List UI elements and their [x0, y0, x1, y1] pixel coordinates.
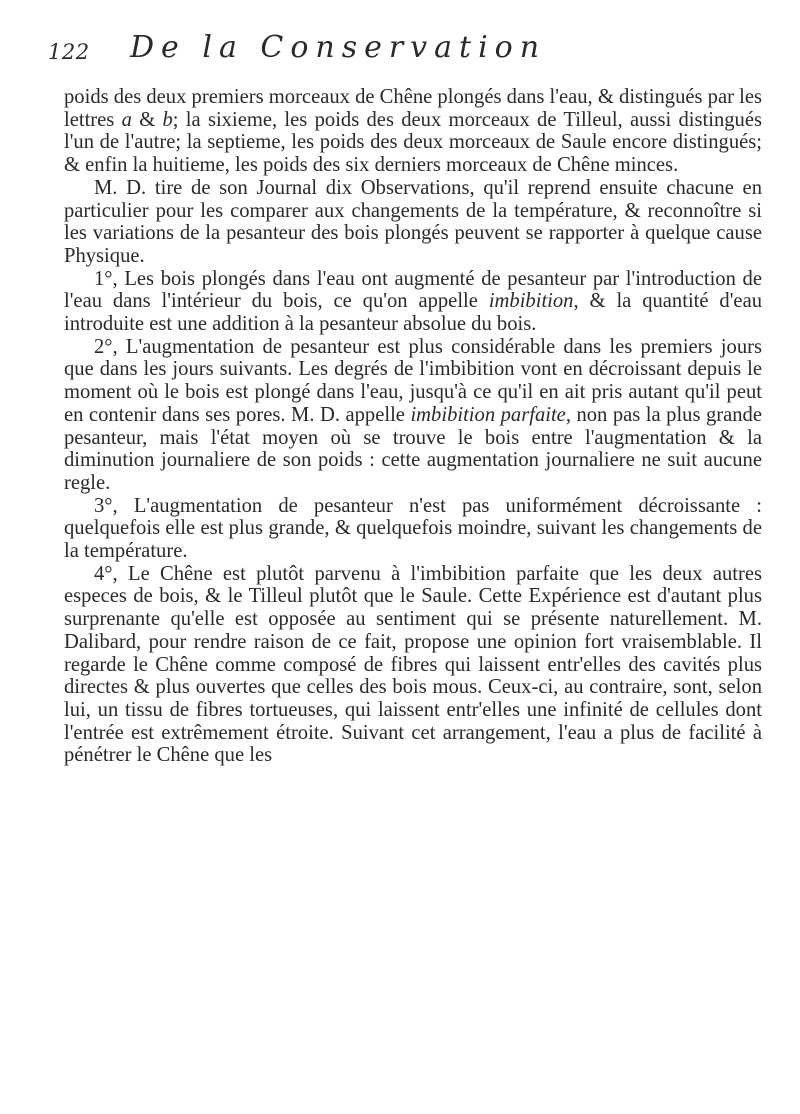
body-text: [64, 86, 762, 767]
paragraph-observation-3: [64, 495, 762, 563]
page-number: 122: [48, 40, 90, 64]
letter-label: b: [162, 108, 173, 131]
paragraph-observation-4: [64, 563, 762, 767]
paragraph-observation-1: [64, 268, 762, 336]
text-segment: ; la sixieme, les poids des deux morceaux de Tilleul, aussi distingués l'un de l'autre; la septieme, les poids des deux morceaux de Saule encore distingués; & enfin la huitieme, les poids des six derniers morceaux de Chêne minces.: [64, 108, 762, 177]
text-segment: 2°, L'augmentation de pesanteur est plus considérable dans les premiers jours que dans les jours suivants. Les degrés de l'imbibition vont en décroissant depuis le moment où le bois est plongé dans l'eau, jusqu'à ce qu'il en ait pris autant qu'il peut en contenir dans ses pores. M. D. appelle: [64, 335, 762, 426]
letter-label: a: [121, 108, 132, 131]
italic-term: imbibition parfaite: [410, 403, 566, 426]
text-segment: , & la quantité d'eau introduite est une addition à la pesanteur absolue du bois.: [64, 290, 763, 336]
text-segment: 3°, L'augmentation de pesanteur n'est pas uniformément décroissante : quelquefois elle est plus grande, & quelquefois moindre, suivant les changements de la température.: [64, 494, 762, 563]
text-segment: M. D. tire de son Journal dix Observations, qu'il reprend ensuite chacune en particulier pour les comparer aux changements de la température, & reconnoître si les variations de la pesanteur des bois plongés peuvent se rapporter à quelque cause Physique.: [64, 176, 762, 267]
page-header: [48, 30, 748, 70]
text-segment: 4°, Le Chêne est plutôt parvenu à l'imbibition parfaite que les deux autres especes de bois, & le Tilleul plutôt que le Saule. Cette Expérience est d'autant plus surprenante qu'elle est opposée au sentiment qui se présente naturellement. M. Dalibard, pour rendre raison de ce fait, propose une opinion fort vraisemblable. Il regarde le Chêne comme composé de fibres qui laissent entr'elles des cavités plus directes & plus ouvertes que celles des bois mous. Ceux-ci, au contraire, sont, selon lui, un tissu de fibres tortueuses, qui laissent entr'elles une infinité de cellules dont l'entrée est extrêmement étroite. Suivant cet arrangement, l'eau a plus de facilité à pénétrer le Chêne que les: [64, 562, 762, 767]
paragraph: [64, 177, 762, 268]
running-head: De la Conservation: [130, 30, 547, 65]
paragraph-observation-2: [64, 336, 762, 495]
text-segment: &: [131, 108, 163, 131]
text-segment: 1°, Les bois plongés dans l'eau ont augmenté de pesanteur par l'introduction de l'eau dans l'intérieur du bois, ce qu'on appelle: [64, 267, 762, 313]
paragraph-continuation: [64, 86, 762, 177]
text-segment: , non pas la plus grande pesanteur, mais l'état moyen où se trouve le bois entre l'augmentation & la diminution journaliere de son poids : cette augmentation journaliere ne suit aucune regle.: [64, 403, 762, 494]
italic-term: imbibition: [488, 290, 574, 313]
text-segment: poids des deux premiers morceaux de Chêne plongés dans l'eau, & distingués par les lettres: [64, 86, 763, 131]
